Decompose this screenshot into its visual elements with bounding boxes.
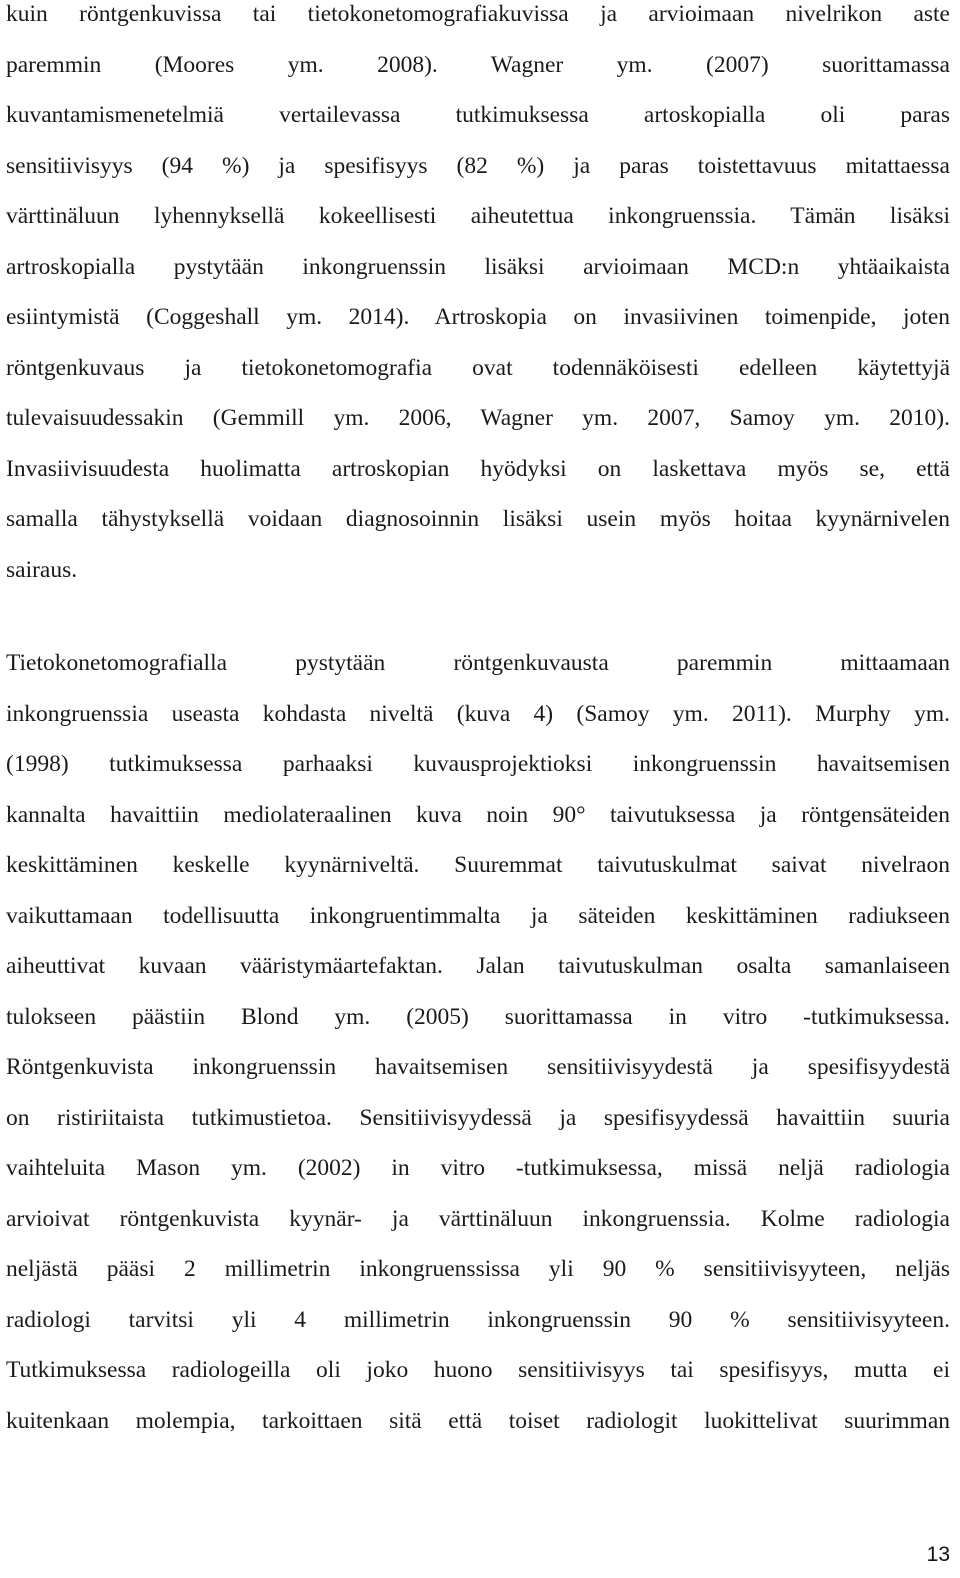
text-line: sensitiivisyys (94 %) ja spesifisyys (82 %) ja paras toistettavuus mitattaessa bbox=[6, 152, 950, 179]
text-line: vaikuttamaan todellisuutta inkongruentimmalta ja säteiden keskittäminen radiukseen bbox=[6, 902, 950, 929]
text-line: Röntgenkuvista inkongruenssin havaitsemisen sensitiivisyydestä ja spesifisyydestä bbox=[6, 1054, 950, 1080]
text-line: arvioivat röntgenkuvista kyynär- ja värttinäluun inkongruenssia. Kolme radiologia bbox=[6, 1205, 950, 1232]
text-line: tulokseen päästiin Blond ym. (2005) suorittamassa in vitro -tutkimuksessa. bbox=[6, 1003, 950, 1030]
paragraph-1 bbox=[6, 0, 950, 595]
text-line: inkongruenssia useasta kohdasta niveltä (kuva 4) (Samoy ym. 2011). Murphy ym. bbox=[6, 700, 950, 727]
text-line: Tutkimuksessa radiologeilla oli joko huono sensitiivisyys tai spesifisyys, mutta ei bbox=[6, 1357, 950, 1383]
text-line: vaihteluita Mason ym. (2002) in vitro -tutkimuksessa, missä neljä radiologia bbox=[6, 1155, 950, 1181]
text-line: esiintymistä (Coggeshall ym. 2014). Artroskopia on invasiivinen toimenpide, joten bbox=[6, 304, 950, 330]
text-line: röntgenkuvaus ja tietokonetomografia ovat todennäköisesti edelleen käytettyjä bbox=[6, 354, 950, 381]
text-line: värttinäluun lyhennyksellä kokeellisesti aiheutettua inkongruenssia. Tämän lisäksi bbox=[6, 203, 950, 229]
text-line: kuin röntgenkuvissa tai tietokonetomografiakuvissa ja arvioimaan nivelrikon aste bbox=[6, 1, 950, 27]
text-line: sairaus. bbox=[6, 556, 78, 583]
text-line: kannalta havaittiin mediolateraalinen kuva noin 90° taivutuksessa ja röntgensäteiden bbox=[6, 801, 950, 828]
text-line: keskittäminen keskelle kyynärniveltä. Suuremmat taivutuskulmat saivat nivelraon bbox=[6, 852, 950, 878]
text-line: neljästä pääsi 2 millimetrin inkongruenssissa yli 90 % sensitiivisyyteen, neljäs bbox=[6, 1256, 950, 1282]
text-line: samalla tähystyksellä voidaan diagnosoinnin lisäksi usein myös hoitaa kyynärnivelen bbox=[6, 506, 950, 532]
page-number: 13 bbox=[926, 1543, 950, 1566]
text-line: (1998) tutkimuksessa parhaaksi kuvausprojektioksi inkongruenssin havaitsemisen bbox=[6, 751, 950, 777]
text-line: on ristiriitaista tutkimustietoa. Sensitiivisyydessä ja spesifisyydessä havaittiin suuria bbox=[6, 1104, 950, 1131]
text-line: paremmin (Moores ym. 2008). Wagner ym. (2007) suorittamassa bbox=[6, 51, 950, 78]
paragraph-2 bbox=[6, 638, 950, 1446]
text-line: tulevaisuudessakin (Gemmill ym. 2006, Wagner ym. 2007, Samoy ym. 2010). bbox=[6, 405, 950, 431]
text-line: Invasiivisuudesta huolimatta artroskopian hyödyksi on laskettava myös se, että bbox=[6, 455, 950, 482]
text-line: kuitenkaan molempia, tarkoittaen sitä että toiset radiologit luokittelivat suurimman bbox=[6, 1407, 950, 1434]
text-line: kuvantamismenetelmiä vertailevassa tutkimuksessa artoskopialla oli paras bbox=[6, 102, 950, 128]
text-line: radiologi tarvitsi yli 4 millimetrin inkongruenssin 90 % sensitiivisyyteen. bbox=[6, 1306, 950, 1333]
text-line: Tietokonetomografialla pystytään röntgenkuvausta paremmin mittaamaan bbox=[6, 650, 950, 676]
text-line: artroskopialla pystytään inkongruenssin lisäksi arvioimaan MCD:n yhtäaikaista bbox=[6, 253, 950, 280]
text-line: aiheuttivat kuvaan vääristymäartefaktan. Jalan taivutuskulman osalta samanlaiseen bbox=[6, 953, 950, 979]
